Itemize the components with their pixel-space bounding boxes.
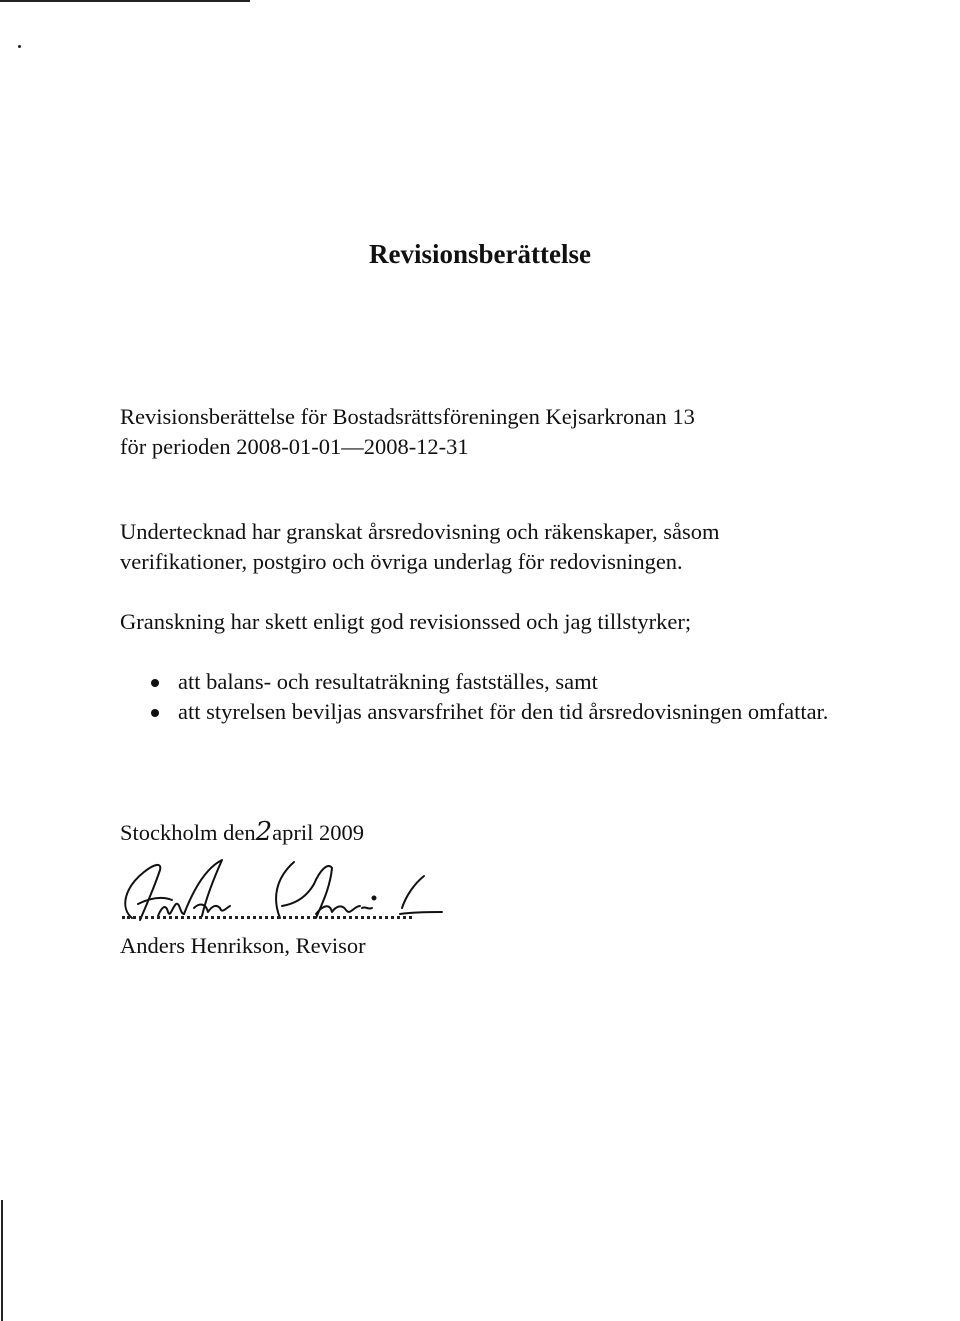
intro-block [120, 402, 900, 462]
review-line-1: Undertecknad har granskat årsredovisning och räkenskaper, såsom [120, 519, 720, 544]
recommendation-paragraph: Granskning har skett enligt god revisionssed och jag tillstyrker; [120, 609, 692, 634]
intro-line-1: Revisionsberättelse för Bostadsrättsföreningen Kejsarkronan 13 [120, 404, 695, 429]
scan-top-mark [0, 0, 250, 2]
bullet-icon [151, 679, 159, 687]
review-line-2: verifikationer, postgiro och övriga underlag för redovisningen. [120, 549, 683, 574]
document-title: Revisionsberättelse [369, 239, 591, 269]
signer-name: Anders Henrikson, Revisor [120, 933, 366, 958]
recommendation-list [150, 667, 870, 727]
review-paragraph [120, 517, 900, 577]
list-item [150, 667, 870, 697]
place-prefix: Stockholm den [120, 820, 256, 845]
scan-speck [18, 45, 21, 48]
list-item-text: att styrelsen beviljas ansvarsfrihet för den tid årsredovisningen omfattar. [178, 699, 829, 724]
place-suffix: april 2009 [272, 820, 365, 845]
list-item-text: att balans- och resultaträkning fastställes, samt [178, 669, 598, 694]
handwritten-day: 2 [255, 817, 273, 847]
bullet-icon [151, 709, 159, 717]
place-date-line [120, 817, 900, 848]
scan-edge-mark [1, 1200, 3, 1321]
signature-line [122, 916, 412, 919]
list-item [150, 697, 870, 727]
intro-line-2: för perioden 2008-01-01—2008-12-31 [120, 434, 469, 459]
